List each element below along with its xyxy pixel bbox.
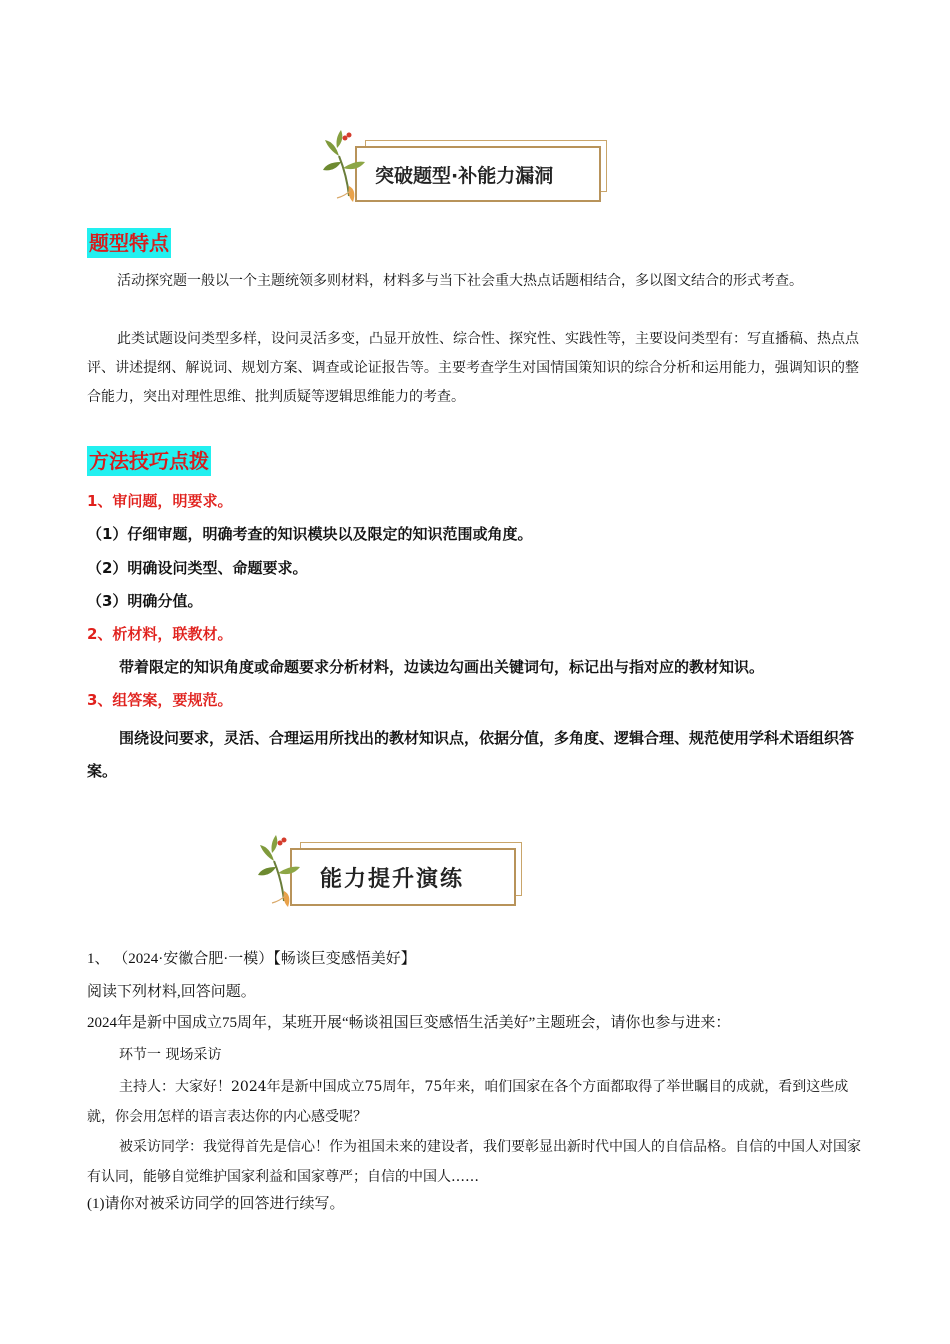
material-student [87, 1132, 862, 1192]
question-instruction: 阅读下列材料,回答问题。 [87, 984, 256, 1000]
banner-frame-front [290, 848, 516, 906]
material-host [87, 1072, 862, 1132]
step-3-body [87, 722, 862, 788]
paragraph-features-1 [87, 267, 859, 296]
question-header: 1、 （2024·安徽合肥·一模）【畅谈巨变感悟美好】 [87, 951, 416, 967]
section-heading-question-features: 题型特点 [87, 228, 171, 258]
ginseng-plant-icon [254, 828, 314, 914]
step-3-title: 3、组答案，要规范。 [87, 691, 233, 709]
section-banner-breakthrough [355, 138, 607, 202]
banner-title: 突破题型·补能力漏洞 [375, 164, 554, 187]
step-1-sub-3: （3）明确分值。 [87, 592, 203, 610]
step-1-sub-1: （1）仔细审题，明确考查的知识模块以及限定的知识范围或角度。 [87, 525, 533, 543]
section-heading-method-tips: 方法技巧点拨 [87, 446, 211, 476]
step-1-sub-2: （2）明确设问类型、命题要求。 [87, 559, 308, 577]
question-context: 2024年是新中国成立75周年，某班开展“畅谈祖国巨变感悟生活美好”主题班会，请你也参与进来： [87, 1015, 731, 1031]
banner-frame-front [355, 146, 601, 202]
material-section-title [87, 1040, 862, 1070]
paragraph-text: 此类试题设问类型多样，设问灵活多变，凸显开放性、综合性、探究性、实践性等，主要设问类型有：写直播稿、热点点评、讲述提纲、解说词、规划方案、调查或论证报告等。主要考查学生对国情国策知识的综合分析和运用能力，强调知识的整合能力，突出对理性思维、批判质疑等逻辑思维能力的考查。 [87, 331, 859, 405]
sub-question-1: (1)请你对被采访同学的回答进行续写。 [87, 1196, 345, 1212]
step-3-text: 围绕设问要求，灵活、合理运用所找出的教材知识点，依据分值，多角度、逻辑合理、规范使用学科术语组织答案。 [87, 729, 855, 780]
step-2-title: 2、析材料，联教材。 [87, 625, 233, 643]
student-text: 被采访同学：我觉得首先是信心！作为祖国未来的建设者，我们要彰显出新时代中国人的自信品格。自信的中国人对国家有认同，能够自觉维护国家利益和国家尊严；自信的中国人…… [87, 1139, 861, 1185]
section-banner-practice [290, 840, 522, 906]
step-1-title: 1、审问题，明要求。 [87, 492, 233, 510]
ginseng-plant-icon [319, 126, 379, 206]
paragraph-text: 活动探究题一般以一个主题统领多则材料，材料多与当下社会重大热点话题相结合，多以图文结合的形式考查。 [117, 273, 803, 289]
host-text: 主持人：大家好！2024年是新中国成立75周年，75年来，咱们国家在各个方面都取得了举世瞩目的成就，看到这些成就，你会用怎样的语言表达你的内心感受呢？ [87, 1079, 849, 1125]
paragraph-features-2 [87, 325, 859, 412]
step-2-body: 带着限定的知识角度或命题要求分析材料，边读边勾画出关键词句，标记出与指对应的教材知识。 [119, 658, 765, 676]
banner-title: 能力提升演练 [320, 866, 465, 892]
section-title-text: 环节一 现场采访 [119, 1047, 222, 1063]
